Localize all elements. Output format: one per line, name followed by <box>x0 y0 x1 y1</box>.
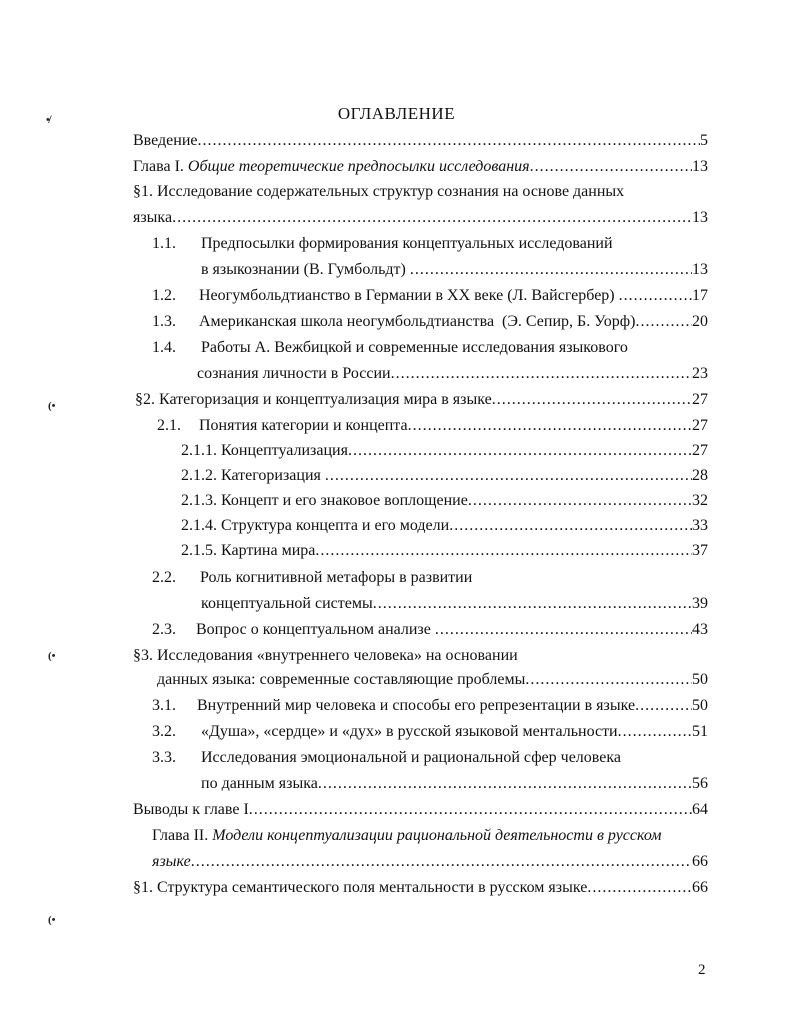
toc-entry-number: 1.1. <box>152 235 176 252</box>
toc-entry-label: языке <box>152 853 191 870</box>
toc-entry-chapter-2[interactable] <box>152 852 708 872</box>
toc-entry-3-3[interactable] <box>201 774 708 794</box>
toc-entry-2-1-2[interactable] <box>181 466 708 486</box>
toc-entry-2-1-4[interactable] <box>181 516 708 536</box>
toc-entry-label: Работы А. Вежбицкой и современные исследования языкового <box>201 339 628 356</box>
toc-entry-3-1[interactable] <box>152 696 708 716</box>
toc-entry-page: 28 <box>692 467 708 484</box>
toc-entry-number: 3.2. <box>152 723 176 740</box>
toc-entry-s2[interactable] <box>135 390 708 410</box>
toc-entry-label: 2.1.5. Картина мира <box>181 542 316 559</box>
toc-entry-page: 64 <box>692 801 708 818</box>
toc-entry-label: по данным языка <box>201 775 318 792</box>
toc-entry-label: 2.1.3. Концепт и его знаковое воплощение <box>181 492 468 509</box>
toc-entry-page: 51 <box>692 723 708 740</box>
toc-entry-page: 39 <box>692 595 708 612</box>
leader-dots <box>587 878 692 898</box>
toc-entry-2-1-5[interactable] <box>181 541 708 561</box>
toc-entry-number: 3.1. <box>152 697 176 714</box>
leader-dots <box>373 594 692 614</box>
toc-entry-label: §2. Категоризация и концептуализация мира в языке <box>135 391 492 408</box>
leader-dots <box>468 491 692 511</box>
leader-dots <box>525 670 692 690</box>
toc-entry-label: языка <box>133 209 173 226</box>
toc-entry-label: 2.1.4. Структура концепта и его модели <box>181 517 450 534</box>
toc-entry-page: 13 <box>692 209 708 226</box>
leader-dots <box>191 852 692 872</box>
toc-entry-label: Общие теоретические предпосылки исследования <box>187 158 530 175</box>
toc-entry-label: Американская школа неогумбольдтианства (Э. Сепир, Б. Уорф) <box>199 313 636 330</box>
toc-entry-prefix: Глава I. <box>133 158 188 175</box>
leader-dots <box>530 157 692 177</box>
page-number: 2 <box>698 962 706 978</box>
toc-entry-2-3[interactable] <box>152 620 708 640</box>
toc-entry-1-1-line1[interactable] <box>152 234 613 254</box>
toc-entry-intro[interactable] <box>133 131 708 151</box>
toc-entry-2-1-1[interactable] <box>181 441 708 461</box>
leader-dots <box>492 390 692 410</box>
toc-entry-page: 50 <box>692 671 708 688</box>
toc-entry-page: 13 <box>692 158 708 175</box>
margin-mark: (• <box>48 650 56 662</box>
toc-entry-chapter-2-line1[interactable] <box>152 826 661 846</box>
toc-entry-label: Модели концептуализации рациональной деятельности в русском <box>212 827 662 844</box>
toc-entry-page: 27 <box>692 417 708 434</box>
toc-entry-label: «Душа», «сердце» и «дух» в русской языковой ментальности <box>197 723 618 740</box>
toc-entry-page: 32 <box>692 492 708 509</box>
leader-dots <box>391 364 692 384</box>
toc-entry-2-1[interactable] <box>157 416 708 436</box>
leader-dots <box>435 620 692 640</box>
leader-dots <box>635 312 692 332</box>
margin-mark: (• <box>48 914 56 926</box>
toc-entry-page: 20 <box>692 313 708 330</box>
toc-entry-s1-line1[interactable]: §1. Исследование содержательных структур сознания на основе данных <box>133 183 625 200</box>
toc-entry-number: 2.1. <box>157 417 181 434</box>
toc-entry-label: Введение <box>133 132 198 149</box>
leader-dots <box>618 722 692 742</box>
toc-entry-page: 37 <box>692 542 708 559</box>
toc-entry-1-4[interactable] <box>197 364 708 384</box>
toc-entry-page: 66 <box>692 879 708 896</box>
toc-entry-page: 56 <box>692 775 708 792</box>
toc-entry-page: 27 <box>692 391 708 408</box>
toc-entry-s3[interactable] <box>157 670 708 690</box>
toc-entry-label: 2.1.1. Концептуализация <box>181 442 348 459</box>
leader-dots <box>449 516 692 536</box>
toc-entry-label: данных языка: современные составляющие проблемы <box>157 671 526 688</box>
toc-entry-page: 23 <box>692 365 708 382</box>
leader-dots <box>325 466 692 486</box>
leader-dots <box>410 260 692 280</box>
toc-entry-number: 2.2. <box>152 569 176 586</box>
toc-entry-chapter-1[interactable] <box>133 157 708 177</box>
toc-entry-1-2[interactable] <box>152 286 708 306</box>
toc-entry-1-1[interactable] <box>201 260 708 280</box>
toc-entry-number: 1.4. <box>152 339 176 356</box>
toc-entry-page: 43 <box>692 621 708 638</box>
toc-entry-number: 2.3. <box>152 621 176 638</box>
leader-dots <box>315 541 692 561</box>
toc-entry-label: 2.1.2. Категоризация <box>181 467 325 484</box>
toc-entry-page: 33 <box>692 517 708 534</box>
leader-dots <box>198 131 701 151</box>
leader-dots <box>619 286 692 306</box>
leader-dots <box>172 208 692 228</box>
toc-entry-label: в языкознании (В. Гумбольдт) <box>201 261 410 278</box>
leader-dots <box>348 441 692 461</box>
toc-entry-label: Неогумбольдтианство в Германии в XX веке (Л. Вайсгербер) <box>199 287 619 304</box>
toc-entry-page: 27 <box>692 442 708 459</box>
leader-dots <box>635 696 692 716</box>
toc-entry-s1[interactable] <box>133 208 708 228</box>
margin-mark: (• <box>48 400 56 412</box>
toc-entry-1-4-line1[interactable] <box>152 338 628 358</box>
toc-entry-label: Выводы к главе I <box>133 801 249 818</box>
toc-title: ОГЛАВЛЕНИЕ <box>337 104 456 123</box>
toc-entry-label: Роль когнитивной метафоры в развитии <box>200 569 473 586</box>
toc-entry-page: 13 <box>692 261 708 278</box>
toc-entry-s3-line1[interactable]: §3. Исследования «внутреннего человека» на основании <box>133 647 518 664</box>
toc-entry-page: 5 <box>700 132 708 149</box>
leader-dots <box>318 774 692 794</box>
toc-entry-1-3[interactable] <box>152 312 708 332</box>
toc-entry-label: Предпосылки формирования концептуальных исследований <box>201 235 613 252</box>
toc-entry-label: концептуальной системы <box>201 595 373 612</box>
toc-entry-2-1-3[interactable] <box>181 491 708 511</box>
toc-entry-2-2[interactable] <box>201 594 708 614</box>
toc-entry-page: 66 <box>692 853 708 870</box>
toc-entry-3-3-line1[interactable] <box>152 748 621 768</box>
leader-dots <box>408 416 692 436</box>
toc-entry-2-2-line1[interactable] <box>152 568 472 588</box>
toc-entry-page: 50 <box>692 697 708 714</box>
toc-entry-label: Внутренний мир человека и способы его репрезентации в языке <box>197 697 636 714</box>
toc-entry-label: Исследования эмоциональной и рациональной сфер человека <box>201 749 621 766</box>
toc-entry-label: Понятия категории и концепта <box>199 417 408 434</box>
toc-entry-ch2-s1[interactable] <box>133 878 708 898</box>
toc-entry-label: сознания личности в России <box>197 365 391 382</box>
leader-dots <box>249 800 692 820</box>
toc-entry-label: §1. Структура семантического поля ментальности в русском языке <box>133 879 588 896</box>
toc-entry-number: 3.3. <box>152 749 176 766</box>
toc-entry-number: 1.3. <box>152 313 176 330</box>
margin-mark: •̸ <box>46 114 50 126</box>
toc-entry-prefix: Глава II. <box>152 827 213 844</box>
toc-entry-number: 1.2. <box>152 287 176 304</box>
toc-entry-label: Вопрос о концептуальном анализе <box>196 621 435 638</box>
toc-entry-page: 17 <box>692 287 708 304</box>
toc-entry-conclusions[interactable] <box>133 800 708 820</box>
toc-entry-3-2[interactable] <box>152 722 708 742</box>
